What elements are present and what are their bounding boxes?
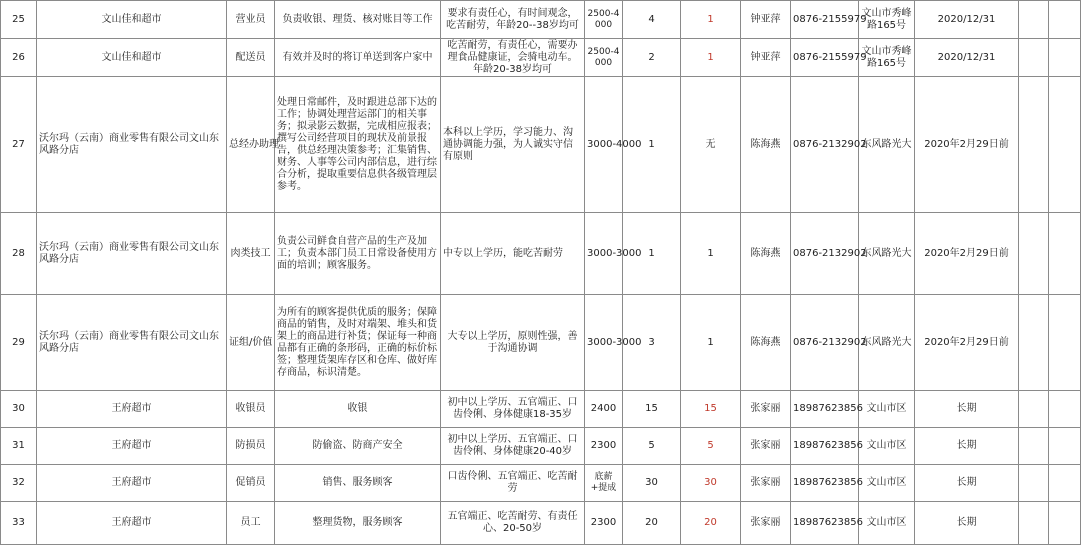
job-duties: 有效并及时的将订单送到客户家中 [275,39,441,77]
row-number: 26 [1,39,37,77]
hiring-count: 2 [623,39,681,77]
hiring-count: 1 [623,213,681,295]
contact-phone: 18987623856 [791,391,859,428]
table-row [1,465,1081,502]
row-number: 28 [1,213,37,295]
position-name: 营业员 [227,1,275,39]
contact-person: 张家丽 [741,502,791,545]
work-address: 文山市区 [859,502,915,545]
job-requirements: 五官端正、吃苦耐劳、有责任心、20-50岁 [441,502,585,545]
salary: 2300 [585,502,623,545]
empty-cell [1019,428,1049,465]
job-duties: 整理货物，服务顾客 [275,502,441,545]
hiring-count: 15 [623,391,681,428]
contact-person: 陈海燕 [741,213,791,295]
empty-cell [1019,465,1049,502]
deadline: 长期 [915,428,1019,465]
company-name: 王府超市 [37,428,227,465]
position-name: 收银员 [227,391,275,428]
company-name: 王府超市 [37,502,227,545]
work-address: 东风路光大 [859,295,915,391]
empty-cell [1049,428,1081,465]
empty-cell [1019,391,1049,428]
table-row [1,428,1081,465]
contact-person: 张家丽 [741,428,791,465]
job-requirements: 口齿伶俐、五官端正、吃苦耐劳 [441,465,585,502]
hiring-count: 5 [623,428,681,465]
contact-phone: 0876-2132902 [791,295,859,391]
table-row [1,295,1081,391]
empty-cell [1019,295,1049,391]
job-duties: 负责收银、理货、核对账目等工作 [275,1,441,39]
row-number: 29 [1,295,37,391]
position-name: 员工 [227,502,275,545]
salary: 2300 [585,428,623,465]
empty-cell [1049,39,1081,77]
work-address: 文山市区 [859,428,915,465]
empty-cell [1049,213,1081,295]
job-requirements: 中专以上学历，能吃苦耐劳 [441,213,585,295]
row-number: 27 [1,77,37,213]
hiring-count-secondary: 1 [681,295,741,391]
empty-cell [1019,502,1049,545]
hiring-count-secondary: 30 [681,465,741,502]
table-row [1,77,1081,213]
job-requirements: 吃苦耐劳，有责任心，需要办理食品健康证，会骑电动车。年龄20-38岁均可 [441,39,585,77]
work-address: 文山市区 [859,465,915,502]
hiring-count-secondary: 15 [681,391,741,428]
salary: 底薪+提成 [585,465,623,502]
contact-phone: 18987623856 [791,502,859,545]
hiring-count-secondary: 1 [681,213,741,295]
work-address: 东风路光大 [859,213,915,295]
contact-phone: 0876-2132902 [791,213,859,295]
hiring-count: 30 [623,465,681,502]
table-row [1,502,1081,545]
position-name: 防损员 [227,428,275,465]
empty-cell [1049,77,1081,213]
contact-phone: 0876-2155979 [791,39,859,77]
job-duties: 防偷盗、防商产安全 [275,428,441,465]
empty-cell [1019,77,1049,213]
empty-cell [1049,502,1081,545]
contact-person: 陈海燕 [741,77,791,213]
row-number: 31 [1,428,37,465]
salary: 3000-3000 [585,295,623,391]
deadline: 2020/12/31 [915,1,1019,39]
row-number: 32 [1,465,37,502]
hiring-count: 3 [623,295,681,391]
position-name: 肉类技工 [227,213,275,295]
job-requirements: 要求有责任心，有时间观念，吃苦耐劳，年龄20--38岁均可 [441,1,585,39]
contact-person: 张家丽 [741,391,791,428]
job-requirements: 初中以上学历、五官端正、口齿伶俐、身体健康18-35岁 [441,391,585,428]
job-duties: 负责公司鲜食自营产品的生产及加工；负责本部门员工日常设备使用方面的培训；顾客服务。 [275,213,441,295]
table-row [1,1,1081,39]
row-number: 25 [1,1,37,39]
contact-phone: 0876-2132902 [791,77,859,213]
empty-cell [1019,1,1049,39]
work-address: 文山市区 [859,391,915,428]
deadline: 2020年2月29日前 [915,213,1019,295]
job-requirements: 初中以上学历、五官端正、口齿伶俐、身体健康20-40岁 [441,428,585,465]
company-name: 沃尔玛（云南）商业零售有限公司文山东风路分店 [37,77,227,213]
company-name: 文山佳和超市 [37,1,227,39]
salary: 2400 [585,391,623,428]
table-row [1,391,1081,428]
hiring-count-secondary: 20 [681,502,741,545]
empty-cell [1019,39,1049,77]
salary: 3000-4000 [585,77,623,213]
work-address: 文山市秀峰路165号 [859,1,915,39]
table-row [1,213,1081,295]
hiring-count-secondary: 1 [681,39,741,77]
hiring-count-secondary: 5 [681,428,741,465]
deadline: 2020/12/31 [915,39,1019,77]
contact-person: 张家丽 [741,465,791,502]
company-name: 王府超市 [37,465,227,502]
company-name: 沃尔玛（云南）商业零售有限公司文山东风路分店 [37,295,227,391]
contact-person: 陈海燕 [741,295,791,391]
position-name: 证组/价值 [227,295,275,391]
contact-phone: 18987623856 [791,428,859,465]
empty-cell [1049,391,1081,428]
deadline: 2020年2月29日前 [915,77,1019,213]
empty-cell [1049,465,1081,502]
hiring-count: 4 [623,1,681,39]
position-name: 促销员 [227,465,275,502]
contact-person: 钟亚萍 [741,39,791,77]
empty-cell [1049,295,1081,391]
table-row [1,39,1081,77]
deadline: 长期 [915,391,1019,428]
job-duties: 收银 [275,391,441,428]
deadline: 长期 [915,465,1019,502]
company-name: 王府超市 [37,391,227,428]
job-duties: 销售、服务顾客 [275,465,441,502]
contact-phone: 18987623856 [791,465,859,502]
work-address: 文山市秀峰路165号 [859,39,915,77]
job-duties: 处理日常邮件，及时跟进总部下达的工作；协调处理营运部门的相关事务；拟录影云数据，完成相应报表；撰写公司经营项目的现状及前景报告，供总经理决策参考；汇集销售、财务、人事等公司内部信息，进行综合分析，提取重要信息供各级管理层参考。 [275,77,441,213]
deadline: 长期 [915,502,1019,545]
contact-person: 钟亚萍 [741,1,791,39]
deadline: 2020年2月29日前 [915,295,1019,391]
empty-cell [1049,1,1081,39]
company-name: 沃尔玛（云南）商业零售有限公司文山东风路分店 [37,213,227,295]
position-name: 总经办助理 [227,77,275,213]
work-address: 东风路光大 [859,77,915,213]
hiring-count-secondary: 无 [681,77,741,213]
position-name: 配送员 [227,39,275,77]
job-requirements: 本科以上学历，学习能力、沟通协调能力强，为人诚实守信有原则 [441,77,585,213]
contact-phone: 0876-2155979 [791,1,859,39]
row-number: 30 [1,391,37,428]
salary: 3000-3000 [585,213,623,295]
hiring-count: 20 [623,502,681,545]
salary: 2500-4000 [585,1,623,39]
job-duties: 为所有的顾客提供优质的服务；保障商品的销售，及时对端架、堆头和货架上的商品进行补货；保证每一种商品都有正确的条形码，正确的标价标签；整理货架库存区和仓库、做好库存商品，标识清楚。 [275,295,441,391]
hiring-count: 1 [623,77,681,213]
empty-cell [1019,213,1049,295]
company-name: 文山佳和超市 [37,39,227,77]
hiring-count-secondary: 1 [681,1,741,39]
row-number: 33 [1,502,37,545]
salary: 2500-4000 [585,39,623,77]
job-requirements: 大专以上学历，原则性强，善于沟通协调 [441,295,585,391]
